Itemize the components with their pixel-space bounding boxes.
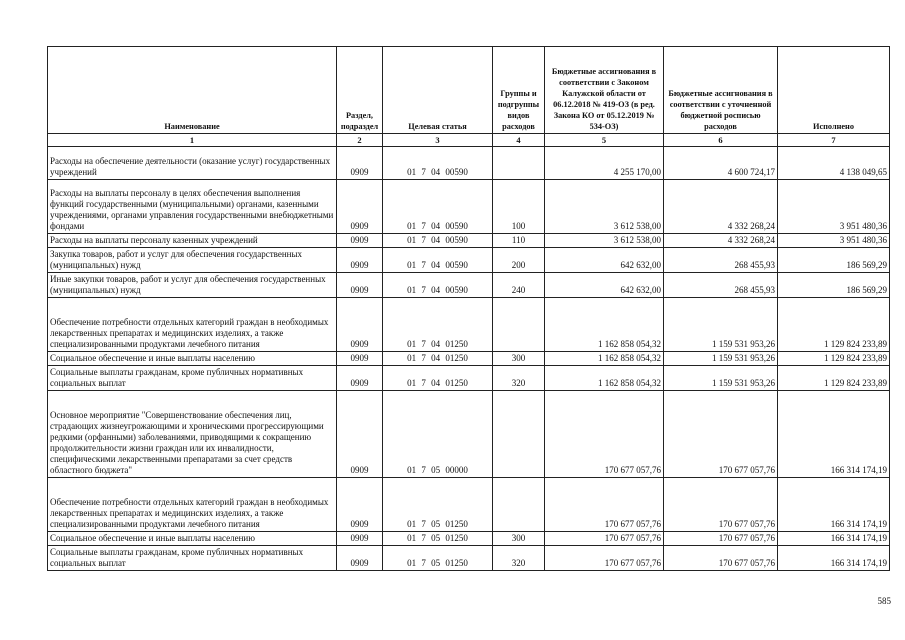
row-executed-amount: 1 129 824 233,89 <box>778 366 890 391</box>
row-executed-amount: 166 314 174,19 <box>778 546 890 571</box>
table-row <box>48 546 890 571</box>
column-number: 5 <box>545 134 664 147</box>
row-target-article: 01 7 05 01250 <box>383 546 493 571</box>
header-article: Целевая статья <box>383 47 493 134</box>
table-row <box>48 391 890 478</box>
column-number: 4 <box>493 134 545 147</box>
row-name: Социальные выплаты гражданам, кроме публичных нормативных социальных выплат <box>48 366 337 391</box>
row-expense-group: 110 <box>493 234 545 248</box>
table-row <box>48 180 890 234</box>
page-number: 585 <box>877 596 891 606</box>
row-executed-amount: 1 129 824 233,89 <box>778 298 890 352</box>
header-executed: Исполнено <box>778 47 890 134</box>
row-expense-group: 100 <box>493 180 545 234</box>
row-law-amount: 642 632,00 <box>545 248 664 273</box>
row-target-article: 01 7 04 01250 <box>383 298 493 352</box>
row-section: 0909 <box>337 273 383 298</box>
row-refined-amount: 170 677 057,76 <box>664 478 778 532</box>
budget-table <box>47 46 890 571</box>
row-name: Социальные выплаты гражданам, кроме публичных нормативных социальных выплат <box>48 546 337 571</box>
row-section: 0909 <box>337 366 383 391</box>
row-refined-amount: 1 159 531 953,26 <box>664 352 778 366</box>
row-target-article: 01 7 04 00590 <box>383 273 493 298</box>
row-name: Расходы на выплаты персоналу казенных учреждений <box>48 234 337 248</box>
row-law-amount: 1 162 858 054,32 <box>545 366 664 391</box>
row-name: Закупка товаров, работ и услуг для обеспечения государственных (муниципальных) нужд <box>48 248 337 273</box>
row-target-article: 01 7 04 01250 <box>383 366 493 391</box>
row-executed-amount: 4 138 049,65 <box>778 147 890 180</box>
column-number: 2 <box>337 134 383 147</box>
row-section: 0909 <box>337 298 383 352</box>
row-name: Обеспечение потребности отдельных категорий граждан в необходимых лекарственных препаратах и медицинских изделиях, а также специализированными продуктами лечебного питания <box>48 298 337 352</box>
row-refined-amount: 4 332 268,24 <box>664 180 778 234</box>
table-row <box>48 248 890 273</box>
row-target-article: 01 7 04 00590 <box>383 180 493 234</box>
header-law: Бюджетные ассигнования в соответствии с Законом Калужской области от 06.12.2018 № 419-ОЗ (в ред. Закона КО от 05.12.2019 № 534-ОЗ) <box>545 47 664 134</box>
row-expense-group: 200 <box>493 248 545 273</box>
row-expense-group: 240 <box>493 273 545 298</box>
header-group: Группы и подгруппы видов расходов <box>493 47 545 134</box>
header-section: Раздел, подраздел <box>337 47 383 134</box>
row-target-article: 01 7 04 00590 <box>383 234 493 248</box>
table-row <box>48 366 890 391</box>
row-executed-amount: 186 569,29 <box>778 248 890 273</box>
row-refined-amount: 170 677 057,76 <box>664 391 778 478</box>
row-target-article: 01 7 04 00590 <box>383 248 493 273</box>
row-law-amount: 642 632,00 <box>545 273 664 298</box>
row-law-amount: 170 677 057,76 <box>545 391 664 478</box>
row-refined-amount: 1 159 531 953,26 <box>664 298 778 352</box>
table-header-row <box>48 47 890 134</box>
row-section: 0909 <box>337 546 383 571</box>
row-section: 0909 <box>337 180 383 234</box>
table-row <box>48 532 890 546</box>
row-expense-group <box>493 391 545 478</box>
table-row <box>48 273 890 298</box>
row-expense-group: 320 <box>493 546 545 571</box>
row-executed-amount: 166 314 174,19 <box>778 478 890 532</box>
row-executed-amount: 186 569,29 <box>778 273 890 298</box>
row-section: 0909 <box>337 532 383 546</box>
row-target-article: 01 7 05 01250 <box>383 532 493 546</box>
row-target-article: 01 7 05 00000 <box>383 391 493 478</box>
column-number-row <box>48 134 890 147</box>
row-executed-amount: 3 951 480,36 <box>778 180 890 234</box>
row-expense-group <box>493 478 545 532</box>
row-law-amount: 170 677 057,76 <box>545 478 664 532</box>
row-expense-group <box>493 298 545 352</box>
table-row <box>48 352 890 366</box>
row-expense-group: 320 <box>493 366 545 391</box>
row-section: 0909 <box>337 147 383 180</box>
row-executed-amount: 166 314 174,19 <box>778 391 890 478</box>
row-target-article: 01 7 04 01250 <box>383 352 493 366</box>
row-target-article: 01 7 04 00590 <box>383 147 493 180</box>
row-name: Обеспечение потребности отдельных категорий граждан в необходимых лекарственных препаратах и медицинских изделиях, а также специализированными продуктами лечебного питания <box>48 478 337 532</box>
row-law-amount: 170 677 057,76 <box>545 546 664 571</box>
row-refined-amount: 268 455,93 <box>664 248 778 273</box>
row-target-article: 01 7 05 01250 <box>383 478 493 532</box>
row-refined-amount: 170 677 057,76 <box>664 546 778 571</box>
row-name: Расходы на выплаты персоналу в целях обеспечения выполнения функций государственными (муниципальными) органами, казенными учреждениями, органами управления государственными внебюджетными фондами <box>48 180 337 234</box>
row-expense-group: 300 <box>493 352 545 366</box>
row-refined-amount: 4 600 724,17 <box>664 147 778 180</box>
column-number: 3 <box>383 134 493 147</box>
row-section: 0909 <box>337 234 383 248</box>
header-name: Наименование <box>48 47 337 134</box>
row-name: Иные закупки товаров, работ и услуг для обеспечения государственных (муниципальных) нужд <box>48 273 337 298</box>
table-row <box>48 234 890 248</box>
row-section: 0909 <box>337 352 383 366</box>
row-section: 0909 <box>337 248 383 273</box>
row-name: Основное мероприятие "Совершенствование обеспечения лиц, страдающих жизнеугрожающими и хроническими прогрессирующими редкими (орфанными) заболеваниями, приводящими к сокращению продолжительности жизни граждан или их инвалидности, специфическими лекарственными препаратами за счет средств областного бюджета" <box>48 391 337 478</box>
row-section: 0909 <box>337 391 383 478</box>
row-refined-amount: 4 332 268,24 <box>664 234 778 248</box>
row-law-amount: 3 612 538,00 <box>545 234 664 248</box>
row-expense-group: 300 <box>493 532 545 546</box>
row-executed-amount: 166 314 174,19 <box>778 532 890 546</box>
column-number: 6 <box>664 134 778 147</box>
column-number: 7 <box>778 134 890 147</box>
row-name: Социальное обеспечение и иные выплаты населению <box>48 352 337 366</box>
table-row <box>48 147 890 180</box>
row-name: Социальное обеспечение и иные выплаты населению <box>48 532 337 546</box>
row-law-amount: 4 255 170,00 <box>545 147 664 180</box>
row-section: 0909 <box>337 478 383 532</box>
row-law-amount: 1 162 858 054,32 <box>545 298 664 352</box>
row-law-amount: 170 677 057,76 <box>545 532 664 546</box>
row-expense-group <box>493 147 545 180</box>
table-row <box>48 478 890 532</box>
column-number: 1 <box>48 134 337 147</box>
row-refined-amount: 170 677 057,76 <box>664 532 778 546</box>
row-executed-amount: 1 129 824 233,89 <box>778 352 890 366</box>
row-law-amount: 1 162 858 054,32 <box>545 352 664 366</box>
row-name: Расходы на обеспечение деятельности (оказание услуг) государственных учреждений <box>48 147 337 180</box>
row-refined-amount: 1 159 531 953,26 <box>664 366 778 391</box>
table-row <box>48 298 890 352</box>
row-executed-amount: 3 951 480,36 <box>778 234 890 248</box>
header-refined: Бюджетные ассигнования в соответствии с уточненной бюджетной росписью расходов <box>664 47 778 134</box>
row-law-amount: 3 612 538,00 <box>545 180 664 234</box>
row-refined-amount: 268 455,93 <box>664 273 778 298</box>
